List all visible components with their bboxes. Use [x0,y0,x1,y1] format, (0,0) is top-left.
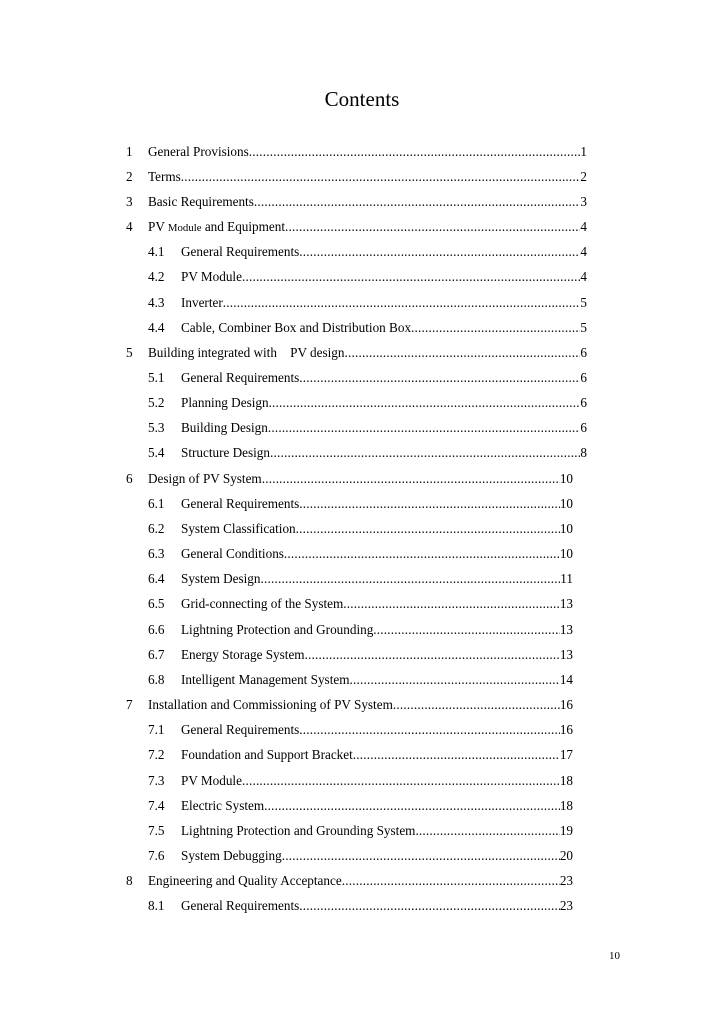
toc-entry-label: Design of PV System [148,470,262,486]
toc-entry-page-number: 10 [559,470,573,486]
dot-leader [223,294,581,312]
toc-entry-number: 8 [126,873,133,889]
toc-entry-label: PV Module [181,772,242,788]
toc-entry-label: Foundation and Support Bracket [181,747,353,763]
toc-entry[interactable] [126,139,587,164]
dot-leader [242,772,560,790]
toc-entry[interactable] [148,667,573,692]
toc-entry-label: System Classification [181,520,296,536]
toc-entry-label: Engineering and Quality Acceptance [148,873,342,889]
toc-entry-number: 4.1 [148,244,165,260]
toc-entry-label: Structure Design [181,445,270,461]
toc-entry-page-number: 17 [559,747,573,763]
toc-entry-number: 6.6 [148,621,165,637]
toc-entry-label: PV Module [181,269,242,285]
toc-entry-label: Intelligent Management System [181,671,350,687]
toc-entry-page-number: 18 [559,797,573,813]
toc-entry-page-number: 23 [559,873,573,889]
toc-entry-number: 5.4 [148,445,165,461]
toc-entry[interactable] [148,240,587,265]
page-title: Contents [324,87,400,111]
dot-leader [270,444,580,462]
toc-entry-label: System Debugging [181,848,282,864]
toc-entry-number: 7 [126,697,133,713]
toc-entry-number: 1 [126,143,133,159]
toc-entry-label: Cable, Combiner Box and Distribution Box [181,319,412,335]
toc-entry[interactable] [126,340,587,365]
dot-leader [264,797,560,815]
dot-leader [249,143,581,161]
toc-entry[interactable] [148,768,573,793]
toc-entry-page-number: 13 [559,646,573,662]
toc-entry-label: General Requirements [181,898,300,914]
toc-entry-label: System Design [181,571,261,587]
toc-entry-number: 6.8 [148,671,165,687]
toc-entry-number: 6.7 [148,646,165,662]
toc-entry[interactable] [148,743,573,768]
toc-entry[interactable] [148,542,573,567]
toc-entry-label: General Provisions [148,143,249,159]
toc-entry-number: 5.2 [148,395,165,411]
toc-entry[interactable] [148,718,573,743]
toc-entry-page-number: 8 [580,445,587,461]
toc-entry-number: 4.4 [148,319,165,335]
toc-entry-page-number: 6 [580,395,587,411]
toc-entry[interactable] [148,592,573,617]
toc-entry-label: Inverter [181,294,223,310]
toc-entry-number: 6.2 [148,520,165,536]
toc-entry-page-number: 5 [580,294,587,310]
toc-entry-label-part: PV [148,218,168,234]
toc-entry-number: 8.1 [148,898,165,914]
dot-leader [254,193,581,211]
dot-leader [353,746,560,764]
dot-leader [344,344,580,362]
toc-entry[interactable] [148,265,587,290]
toc-entry-number: 7.6 [148,848,165,864]
toc-entry[interactable] [148,290,587,315]
toc-entry[interactable] [148,365,587,390]
toc-entry-page-number: 3 [580,193,587,209]
toc-entry-number: 7.4 [148,797,165,813]
toc-entry-page-number: 6 [580,420,587,436]
dot-leader [242,268,580,286]
toc-entry-label: Lightning Protection and Grounding System [181,822,416,838]
dot-leader [282,847,560,865]
toc-entry[interactable] [148,441,587,466]
toc-entry-page-number: 18 [559,772,573,788]
toc-entry[interactable] [148,818,573,843]
toc-entry-number: 4.3 [148,294,165,310]
toc-entry[interactable] [126,466,573,491]
dot-leader [415,822,559,840]
toc-entry-label: Energy Storage System [181,646,305,662]
toc-entry-label: General Requirements [181,244,300,260]
toc-entry[interactable] [148,894,573,919]
toc-entry[interactable] [148,391,587,416]
toc-entry-page-number: 20 [559,848,573,864]
toc-entry[interactable] [148,315,587,340]
dot-leader [373,621,560,639]
dot-leader [261,570,561,588]
dot-leader [284,545,560,563]
toc-entry[interactable] [148,416,587,441]
toc-entry-page-number: 11 [560,571,573,587]
toc-entry-page-number: 16 [559,722,573,738]
toc-entry-label [148,218,285,237]
toc-entry-page-number: 4 [580,219,587,235]
toc-entry-page-number: 6 [580,344,587,360]
dot-leader [299,897,560,915]
toc-entry-page-number: 4 [580,244,587,260]
toc-entry-page-number: 13 [559,596,573,612]
toc-entry-number: 3 [126,193,133,209]
toc-entry[interactable] [126,189,587,214]
dot-leader [305,646,560,664]
toc-entry-label: Electric System [181,797,265,813]
toc-entry[interactable] [126,693,573,718]
toc-entry-number: 2 [126,168,133,184]
toc-entry-number: 4.2 [148,269,165,285]
toc-entry-number: 6.4 [148,571,165,587]
toc-entry[interactable] [148,516,573,541]
toc-entry[interactable] [148,843,573,868]
toc-entry-page-number: 6 [580,370,587,386]
toc-entry-page-number: 19 [559,822,573,838]
dot-leader [181,168,581,186]
toc-entry-number: 4 [126,219,133,235]
toc-entry[interactable] [148,567,573,592]
toc-entry-label: General Requirements [181,495,300,511]
toc-entry[interactable] [126,869,573,894]
toc-entry-label: Building integrated with PV design [148,344,345,360]
toc-entry-label: General Requirements [181,722,300,738]
toc-entry-number: 6.3 [148,546,165,562]
dot-leader [299,369,580,387]
toc-entry-number: 6 [126,470,133,486]
dot-leader [296,520,560,538]
dot-leader [299,495,560,513]
toc-entry-label: Planning Design [181,395,269,411]
toc-entry[interactable] [148,793,573,818]
dot-leader [268,419,581,437]
toc-entry-label: Building Design [181,420,268,436]
dot-leader [262,470,560,488]
dot-leader [269,394,581,412]
dot-leader [285,218,580,236]
toc-entry-number: 7.1 [148,722,165,738]
toc-entry[interactable] [148,491,573,516]
toc-entry-label: General Requirements [181,370,300,386]
dot-leader [393,696,560,714]
toc-entry-number: 7.2 [148,747,165,763]
dot-leader [299,243,580,261]
toc-entry-label-part: and Equipment [201,218,286,234]
toc-entry-page-number: 2 [580,168,587,184]
toc-entry-label: General Conditions [181,546,284,562]
toc-entry-label: Basic Requirements [148,193,254,209]
toc-entry-label: Lightning Protection and Grounding [181,621,374,637]
toc-entry-label-part: Module [167,221,202,234]
toc-entry-number: 6.1 [148,495,165,511]
toc-entry-page-number: 16 [559,697,573,713]
toc-entry-label: Grid-connecting of the System [181,596,344,612]
toc-entry-number: 7.3 [148,772,165,788]
toc-entry-number: 6.5 [148,596,165,612]
toc-entry-number: 5 [126,344,133,360]
toc-entry-page-number: 13 [559,621,573,637]
toc-entry-number: 5.1 [148,370,165,386]
toc-entry[interactable] [126,214,587,239]
toc-entry-page-number: 10 [559,546,573,562]
toc-entry-page-number: 10 [559,495,573,511]
dot-leader [299,721,560,739]
dot-leader [349,671,559,689]
toc-entry-number: 5.3 [148,420,165,436]
toc-entry-label: Terms [148,168,181,184]
toc-entry-label: Installation and Commissioning of PV System [148,697,393,713]
toc-entry-page-number: 4 [580,269,587,285]
toc-entry-page-number: 14 [559,671,573,687]
dot-leader [343,595,560,613]
toc-entry-page-number: 10 [559,520,573,536]
toc-entry-page-number: 5 [580,319,587,335]
footer-page-number: 10 [609,950,620,962]
toc-entry[interactable] [126,164,587,189]
toc-entry-page-number: 23 [559,898,573,914]
toc-entry-number: 7.5 [148,822,165,838]
toc-entry[interactable] [148,617,573,642]
dot-leader [342,872,560,890]
dot-leader [411,319,580,337]
toc-entry-page-number: 1 [580,143,587,159]
toc-entry[interactable] [148,642,573,667]
